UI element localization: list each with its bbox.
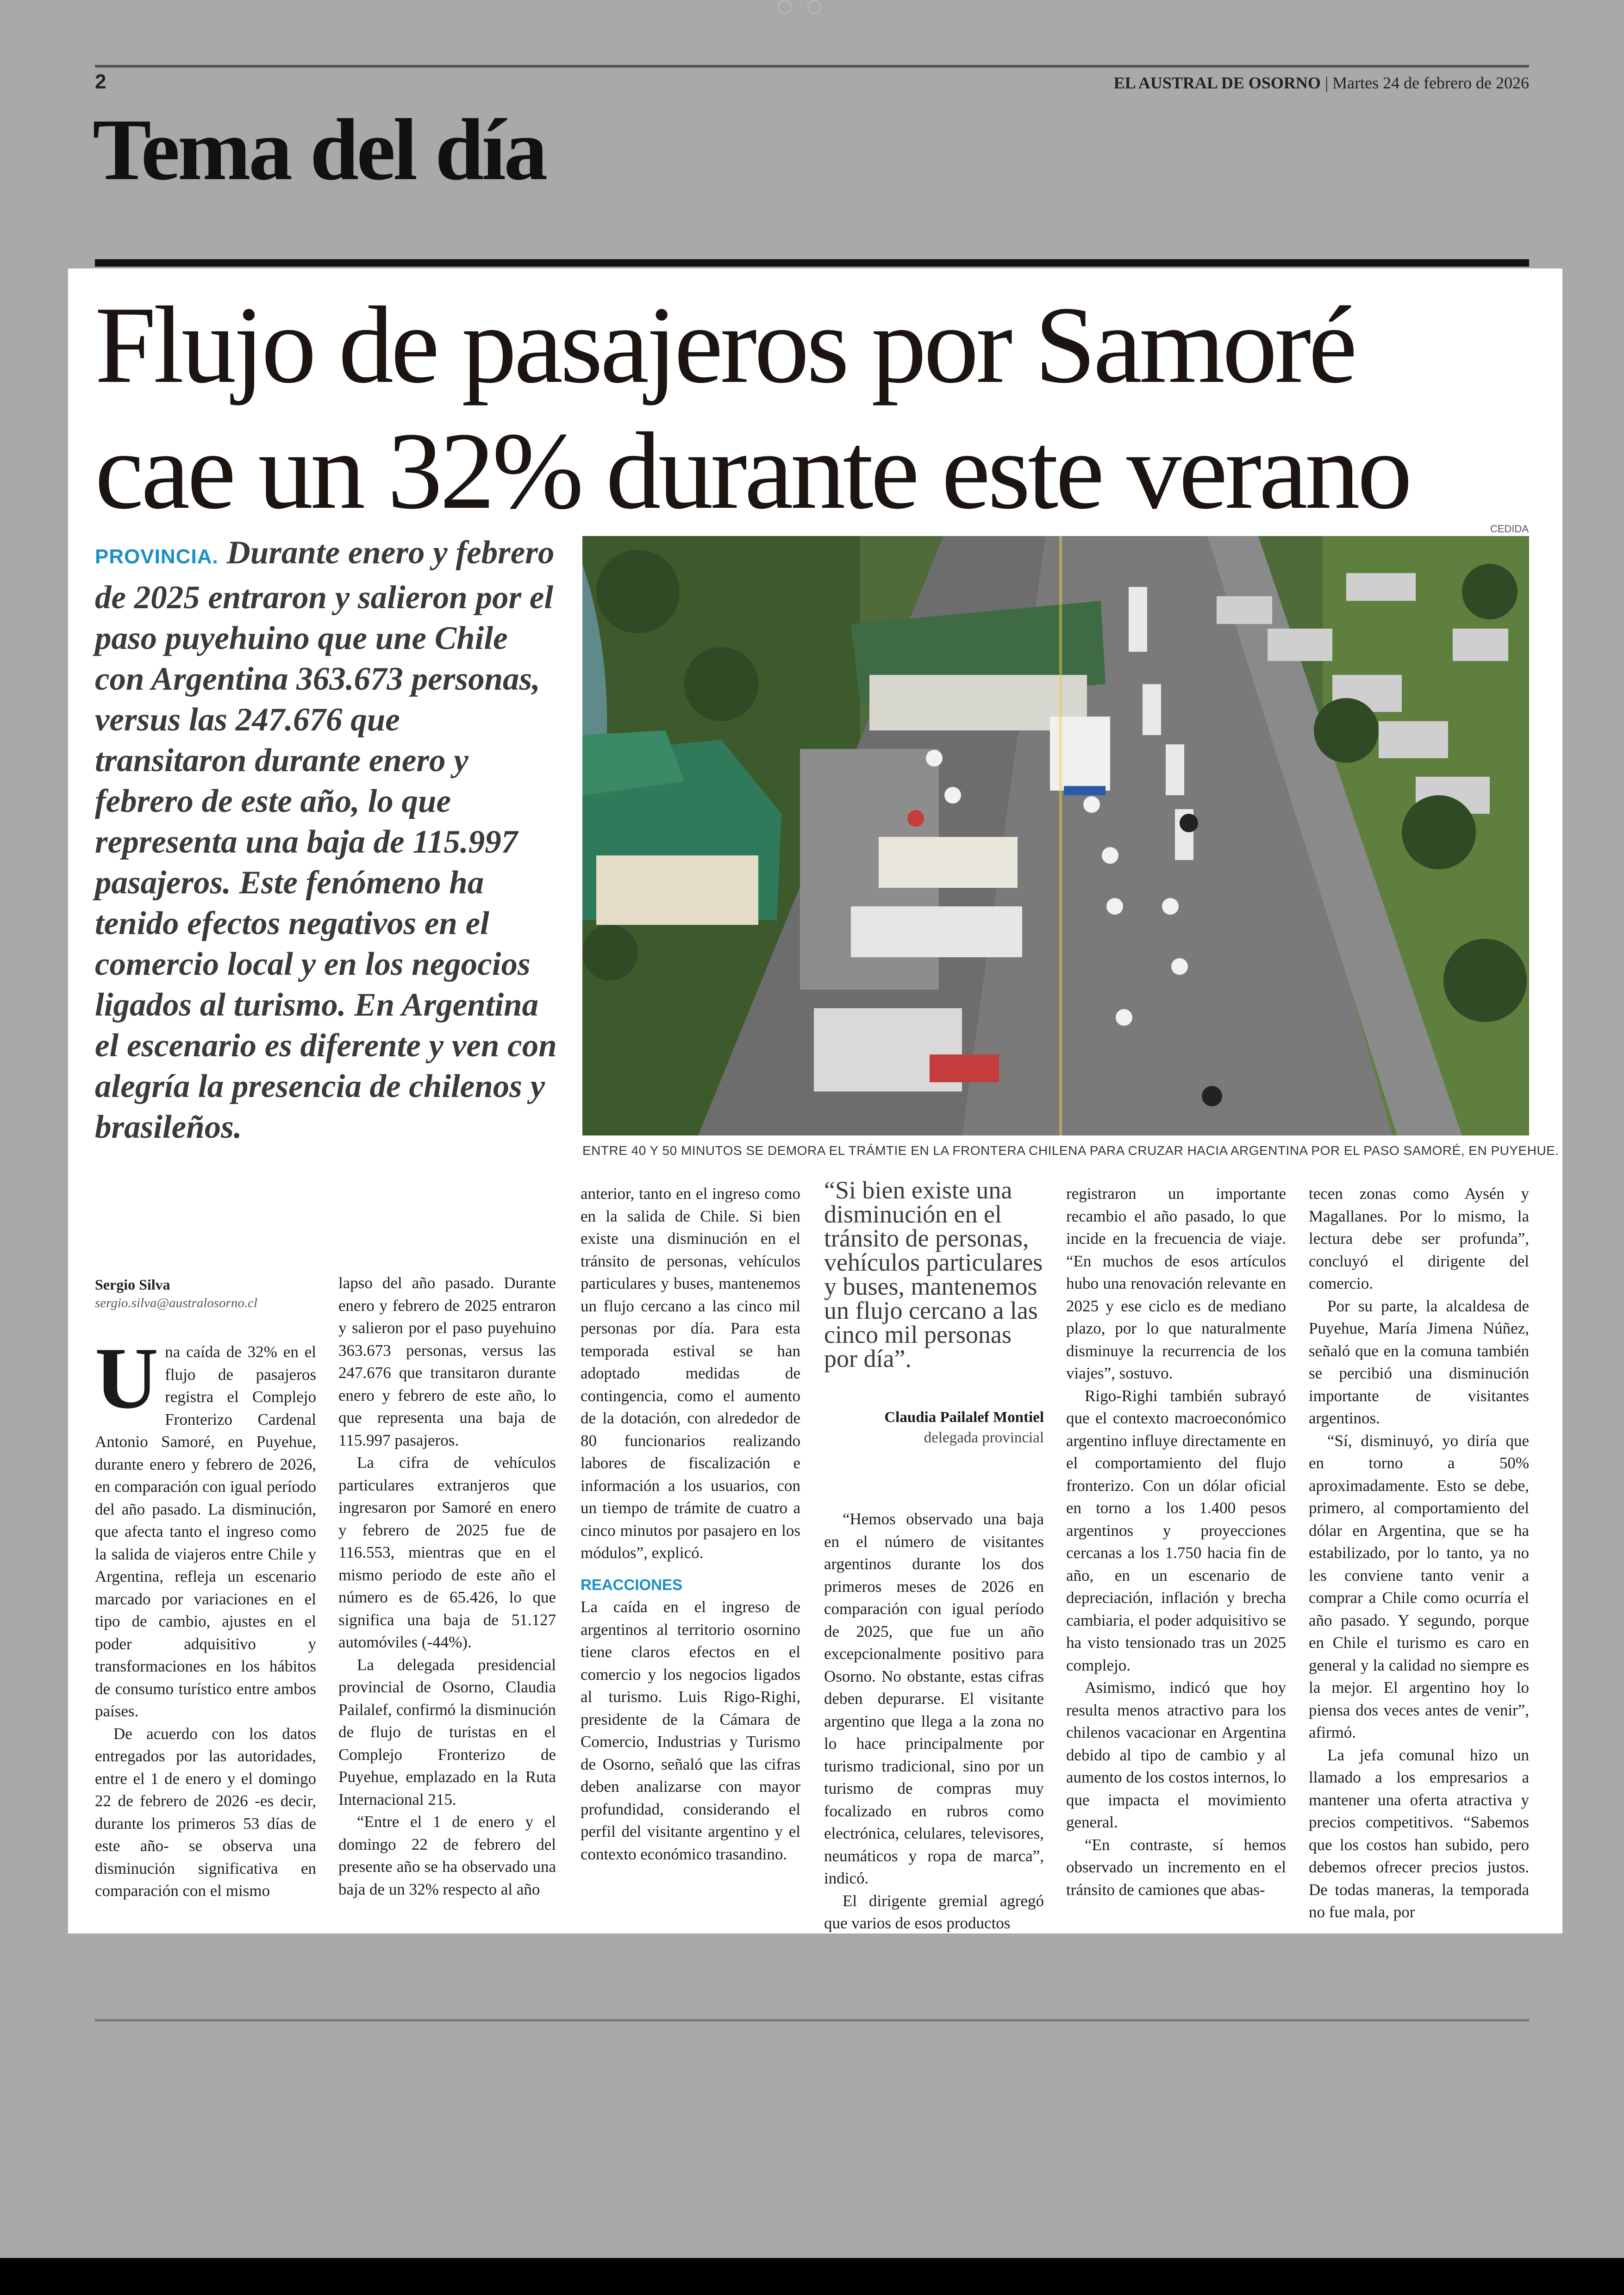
body-paragraph: na caída de 32% en el flujo de pasajeros registra el Complejo Fronterizo Cardenal Antonio Samoré, en Puyehue, durante enero y febrero de 2026, en comparación con igual período del año pasado. La disminución, que afecta tanto el ingreso como la salida de viajeros entre Chile y Argentina, refleja un escenario marcado por variaciones en el tipo de cambio, ajustes en el poder adquisitivo y transformaciones en los hábitos de consumo turístico entre ambos países. (95, 1343, 316, 1720)
body-paragraph: “En contraste, sí hemos observado un incremento en el tránsito de camiones que abas- (1066, 1835, 1286, 1899)
author-email: sergio.silva@australosorno.cl (95, 1296, 258, 1310)
body-paragraph: lapso del año pasado. Durante enero y febrero de 2025 entraron y salieron por el paso puyehuino 363.673 personas, versus las 247.676 que transitaron durante enero y febrero de este año, lo que representa una baja de 115.997 pasajeros. (338, 1274, 556, 1449)
body-column-6 (1309, 1183, 1529, 1924)
byline (95, 1275, 317, 1312)
body-paragraph: De acuerdo con los datos entregados por las autoridades, entre el 1 de enero y el domingo 22 de febrero de 2026 -es decir, durante los primeros 53 días de este año- se observa una disminución significativa en comparación con el mismo (95, 1724, 316, 1900)
photo-caption: ENTRE 40 Y 50 MINUTOS SE DEMORA EL TRÁMTIE EN LA FRONTERA CHILENA PARA CRUZAR HACIA ARGENTINA POR EL PASO SAMORÉ, EN PUYEHUE. (582, 1143, 1559, 1158)
photo-credit: CEDIDA (1490, 523, 1529, 535)
author-name: Sergio Silva (95, 1276, 170, 1293)
subhead: REACCIONES (581, 1576, 683, 1593)
dot-icon (778, 0, 792, 14)
body-paragraph: “Sí, disminuyó, yo diría que en torno a 50% aproximadamente. Esto se debe, primero, al comportamiento del dólar en Argentina, que se ha estabilizado, por lo tanto, ya no les conviene tanto venir a comprar a Chile como ocurría el año pasado. Y segundo, porque en Chile el turismo es caro en general y la calidad no siempre es la mejor. El argentino hoy lo piensa dos veces antes de venir”, afirmó. (1309, 1431, 1529, 1741)
dot-icon (807, 0, 821, 14)
headline (95, 282, 1529, 534)
body-paragraph: Por su parte, la alcaldesa de Puyehue, María Jimena Núñez, señaló que en la comuna también se percibió una disminución importante de visitantes argentinos. (1309, 1297, 1529, 1427)
drop-cap: U (95, 1330, 159, 1427)
kicker: PROVINCIA. (95, 545, 219, 568)
body-paragraph: La caída en el ingreso de argentinos al territorio osornino tiene claros efectos en el comercio y los negocios ligados al turismo. Luis Rigo-Righi, presidente de la Cámara de Comercio, Industrias y Turismo de Osorno, señaló que las cifras deben analizarse con mayor profundidad, considerando el perfil del visitante argentino y el contexto económico trasandino. (581, 1598, 800, 1863)
section-title: Tema del día (93, 101, 546, 199)
body-column-2 (338, 1272, 556, 1901)
body-paragraph: La cifra de vehículos particulares extranjeros que ingresaron por Samoré en enero y febrero de 2025 fue de 116.553, mientras que en el mismo periodo de este año el número es de 65.426, lo que significa una baja de 51.127 automóviles (-44%). (338, 1453, 556, 1651)
body-column-1 (95, 1330, 316, 1902)
body-paragraph: Rigo-Righi también subrayó que el contexto macroeconómico argentino influye directamente en el comportamiento del flujo fronterizo. Con un dólar oficial en torno a los 1.400 pesos argentinos y proyecciones cercanas a los 1.750 hacia fin de año, en un escenario de depreciación, inflación y brecha cambiaria, el poder adquisitivo se ha visto tensionado tras un 2025 complejo. (1066, 1386, 1286, 1674)
body-paragraph: Asimismo, indicó que hoy resulta menos atractivo para los chilenos vacacionar en Argentina debido al tipo de cambio y al aumento de los costos internos, lo que impacta el movimiento general. (1066, 1678, 1286, 1831)
pull-quote: “Si bien existe una disminución en el tránsito de personas, vehículos particulares y buses, mantenemos un flujo cercano a las cinco mil personas por día”. (824, 1176, 1043, 1372)
page-number: 2 (95, 70, 106, 93)
lead-paragraph (95, 532, 558, 1148)
bottom-rule (95, 2019, 1529, 2021)
masthead-date: | Martes 24 de febrero de 2026 (1324, 74, 1529, 92)
body-paragraph: tecen zonas como Aysén y Magallanes. Por lo mismo, la lectura debe ser profunda”, concluyó el dirigente del comercio. (1309, 1185, 1529, 1292)
masthead-name: EL AUSTRAL DE OSORNO (1113, 74, 1321, 92)
page-indicator (778, 0, 852, 14)
section-divider (95, 259, 1529, 267)
body-column-3 (581, 1183, 800, 1865)
footer-bar (0, 2258, 1624, 2295)
body-paragraph: El dirigente gremial agregó que varios de esos productos (824, 1891, 1044, 1932)
body-paragraph: La delegada presidencial provincial de Osorno, Claudia Pailalef, confirmó la disminución de flujo de turistas en el Complejo Fronterizo de Puyehue, emplazado en la Ruta Internacional 215. (338, 1655, 556, 1809)
body-column-4 (824, 1508, 1044, 1935)
headline-line-2: cae un 32% durante este verano (95, 410, 1410, 532)
lead-text: Durante enero y febrero de 2025 entraron y salieron por el paso puyehuino que une Chile con Argentina 363.673 personas, versus las 247.676 que transitaron durante enero y febrero de este año, lo que representa una baja de 115.997 pasajeros. Este fenómeno ha tenido efectos negativos en el comercio local y en los negocios ligados al turismo. En Argentina el escenario es diferente y ven con alegría la presencia de chilenos y brasileños. (95, 535, 557, 1145)
headline-line-1: Flujo de pasajeros por Samoré (95, 284, 1355, 406)
pull-quote-role: delegada provincial (924, 1429, 1044, 1446)
pull-quote-author: Claudia Pailalef Montiel (884, 1409, 1044, 1426)
body-paragraph: anterior, tanto en el ingreso como en la salida de Chile. Si bien existe una disminución en el tránsito de personas, vehículos particulares y buses, mantenemos un flujo cercano a las cinco mil personas por día. Para esta temporada estival se han adoptado medidas de contingencia, como el aumento de la dotación, con alrededor de 80 funcionarios realizando labores de fiscalización e información a los usuarios, con un tiempo de trámite de cuatro a cinco minutos por pasajero en los módulos”, explicó. (581, 1185, 800, 1562)
border-crossing-photo (582, 536, 1529, 1135)
body-paragraph: La jefa comunal hizo un llamado a los empresarios a mantener una oferta atractiva y precios competitivos. “Sabemos que los costos han subido, pero debemos ofrecer precios justos. De todas maneras, la temporada no fue mala, por (1309, 1746, 1529, 1921)
body-paragraph: “Hemos observado una baja en el número de visitantes argentinos durante los dos primeros meses de 2026 en comparación con igual período de 2025, que fue un año excepcionalmente positivo para Osorno. No obstante, estas cifras deben depurarse. El visitante argentino que llega a la zona no lo hace principalmente por turismo tradicional, sino por un turismo de compras muy focalizado en rubros como electrónica, celulares, televisores, neumáticos y ropa de marca”, indicó. (824, 1510, 1044, 1887)
body-paragraph: registraron un importante recambio el año pasado, lo que incide en la frecuencia de viaje. “En muchos de esos artículos hubo una renovación relevante en 2025 y ese ciclo es de mediano plazo, por lo que naturalmente disminuye la recurrencia de los viajes”, sostuvo. (1066, 1185, 1286, 1382)
pull-quote-attribution (824, 1407, 1044, 1448)
top-rule (95, 65, 1529, 68)
masthead (1114, 73, 1529, 93)
body-paragraph: “Entre el 1 de enero y el domingo 22 de febrero del presente año se ha observado una baja de un 32% respecto al año (338, 1813, 556, 1898)
body-column-5 (1066, 1183, 1286, 1901)
